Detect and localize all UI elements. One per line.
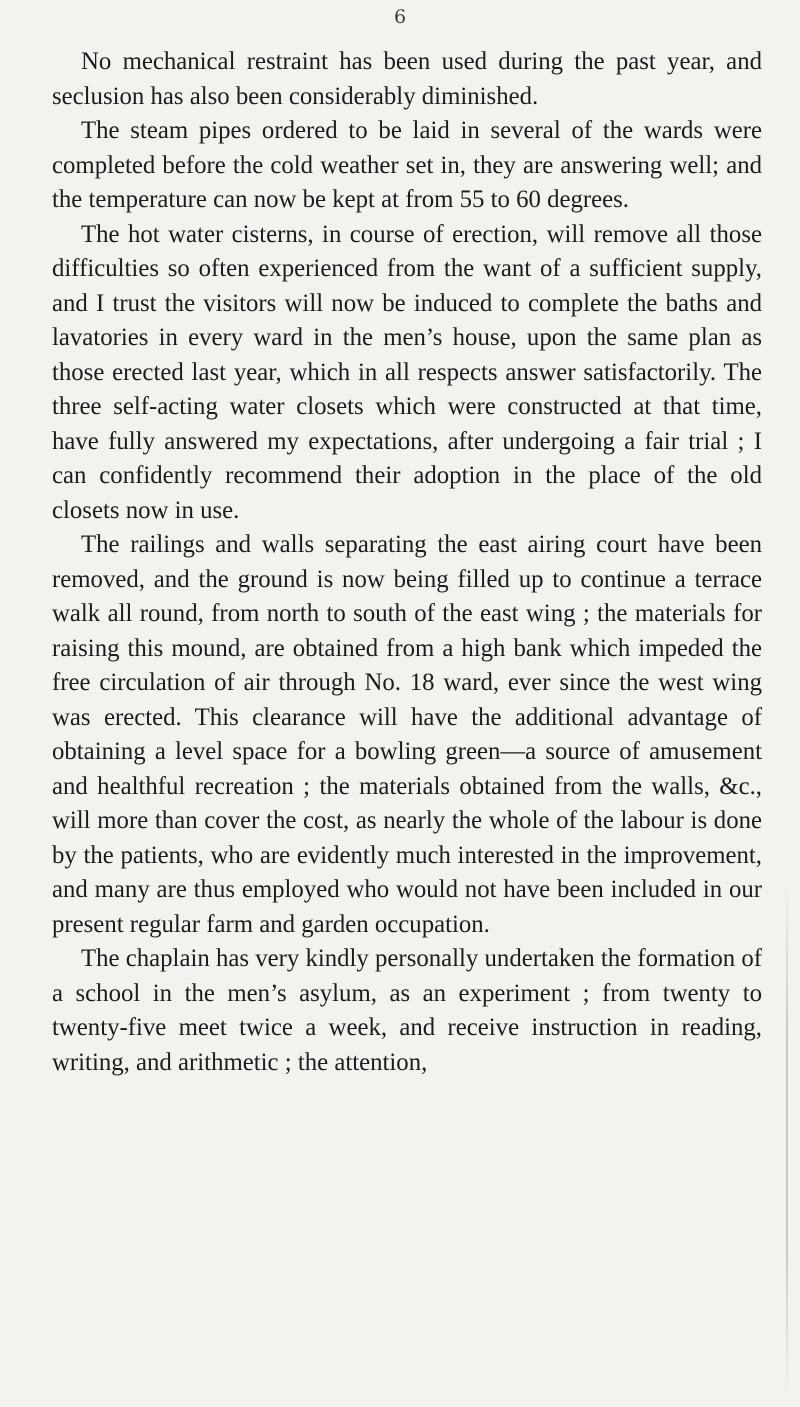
body-text [52, 45, 762, 1080]
paragraph-water-cisterns: The hot water cisterns, in course of erection, will remove all those difficulties so often experienced from the want of a sufficient supply, and I trust the visitors will now be induced to complete the baths and lavatories in every ward in the men’s house, upon the same plan as those erected last year, which in all respects answer satisfactorily. The three self-acting water closets which were constructed at that time, have fully answered my expectations, after undergoing a fair trial ; I can confidently recommend their adoption in the place of the old closets now in use. [52, 220, 762, 524]
page-number: 6 [393, 6, 407, 28]
paragraph-railings-walls: The railings and walls separating the east airing court have been removed, and the ground is now being filled up to continue a terrace walk all round, from north to south of the east wing ; the materials for raising this mound, are obtained from a high bank which impeded the free circulation of air through No. 18 ward, ever since the west wing was erected. This clearance will have the additional advantage of obtaining a level space for a bowling green—a source of amusement and healthful recreation ; the materials obtained from the walls, &c., will more than cover the cost, as nearly the whole of the labour is done by the patients, who are evidently much interested in the improvement, and many are thus employed who would not have been included in our present regular farm and garden occupation. [52, 531, 762, 938]
paragraph-restraint: No mechanical restraint has been used during the past year, and seclusion has also been considerably diminished. [52, 48, 762, 110]
page-edge-shadow [786, 880, 788, 1400]
paragraph-chaplain-school: The chaplain has very kindly personally undertaken the formation of a school in the men’s asylum, as an experiment ; from twenty to twenty-five meet twice a week, and receive instruction in reading, writing, and arithmetic ; the attention, [52, 945, 763, 1076]
paragraph-steam-pipes: The steam pipes ordered to be laid in several of the wards were completed before the cold weather set in, they are answering well; and the temperature can now be kept at from 55 to 60 degrees. [52, 117, 762, 213]
